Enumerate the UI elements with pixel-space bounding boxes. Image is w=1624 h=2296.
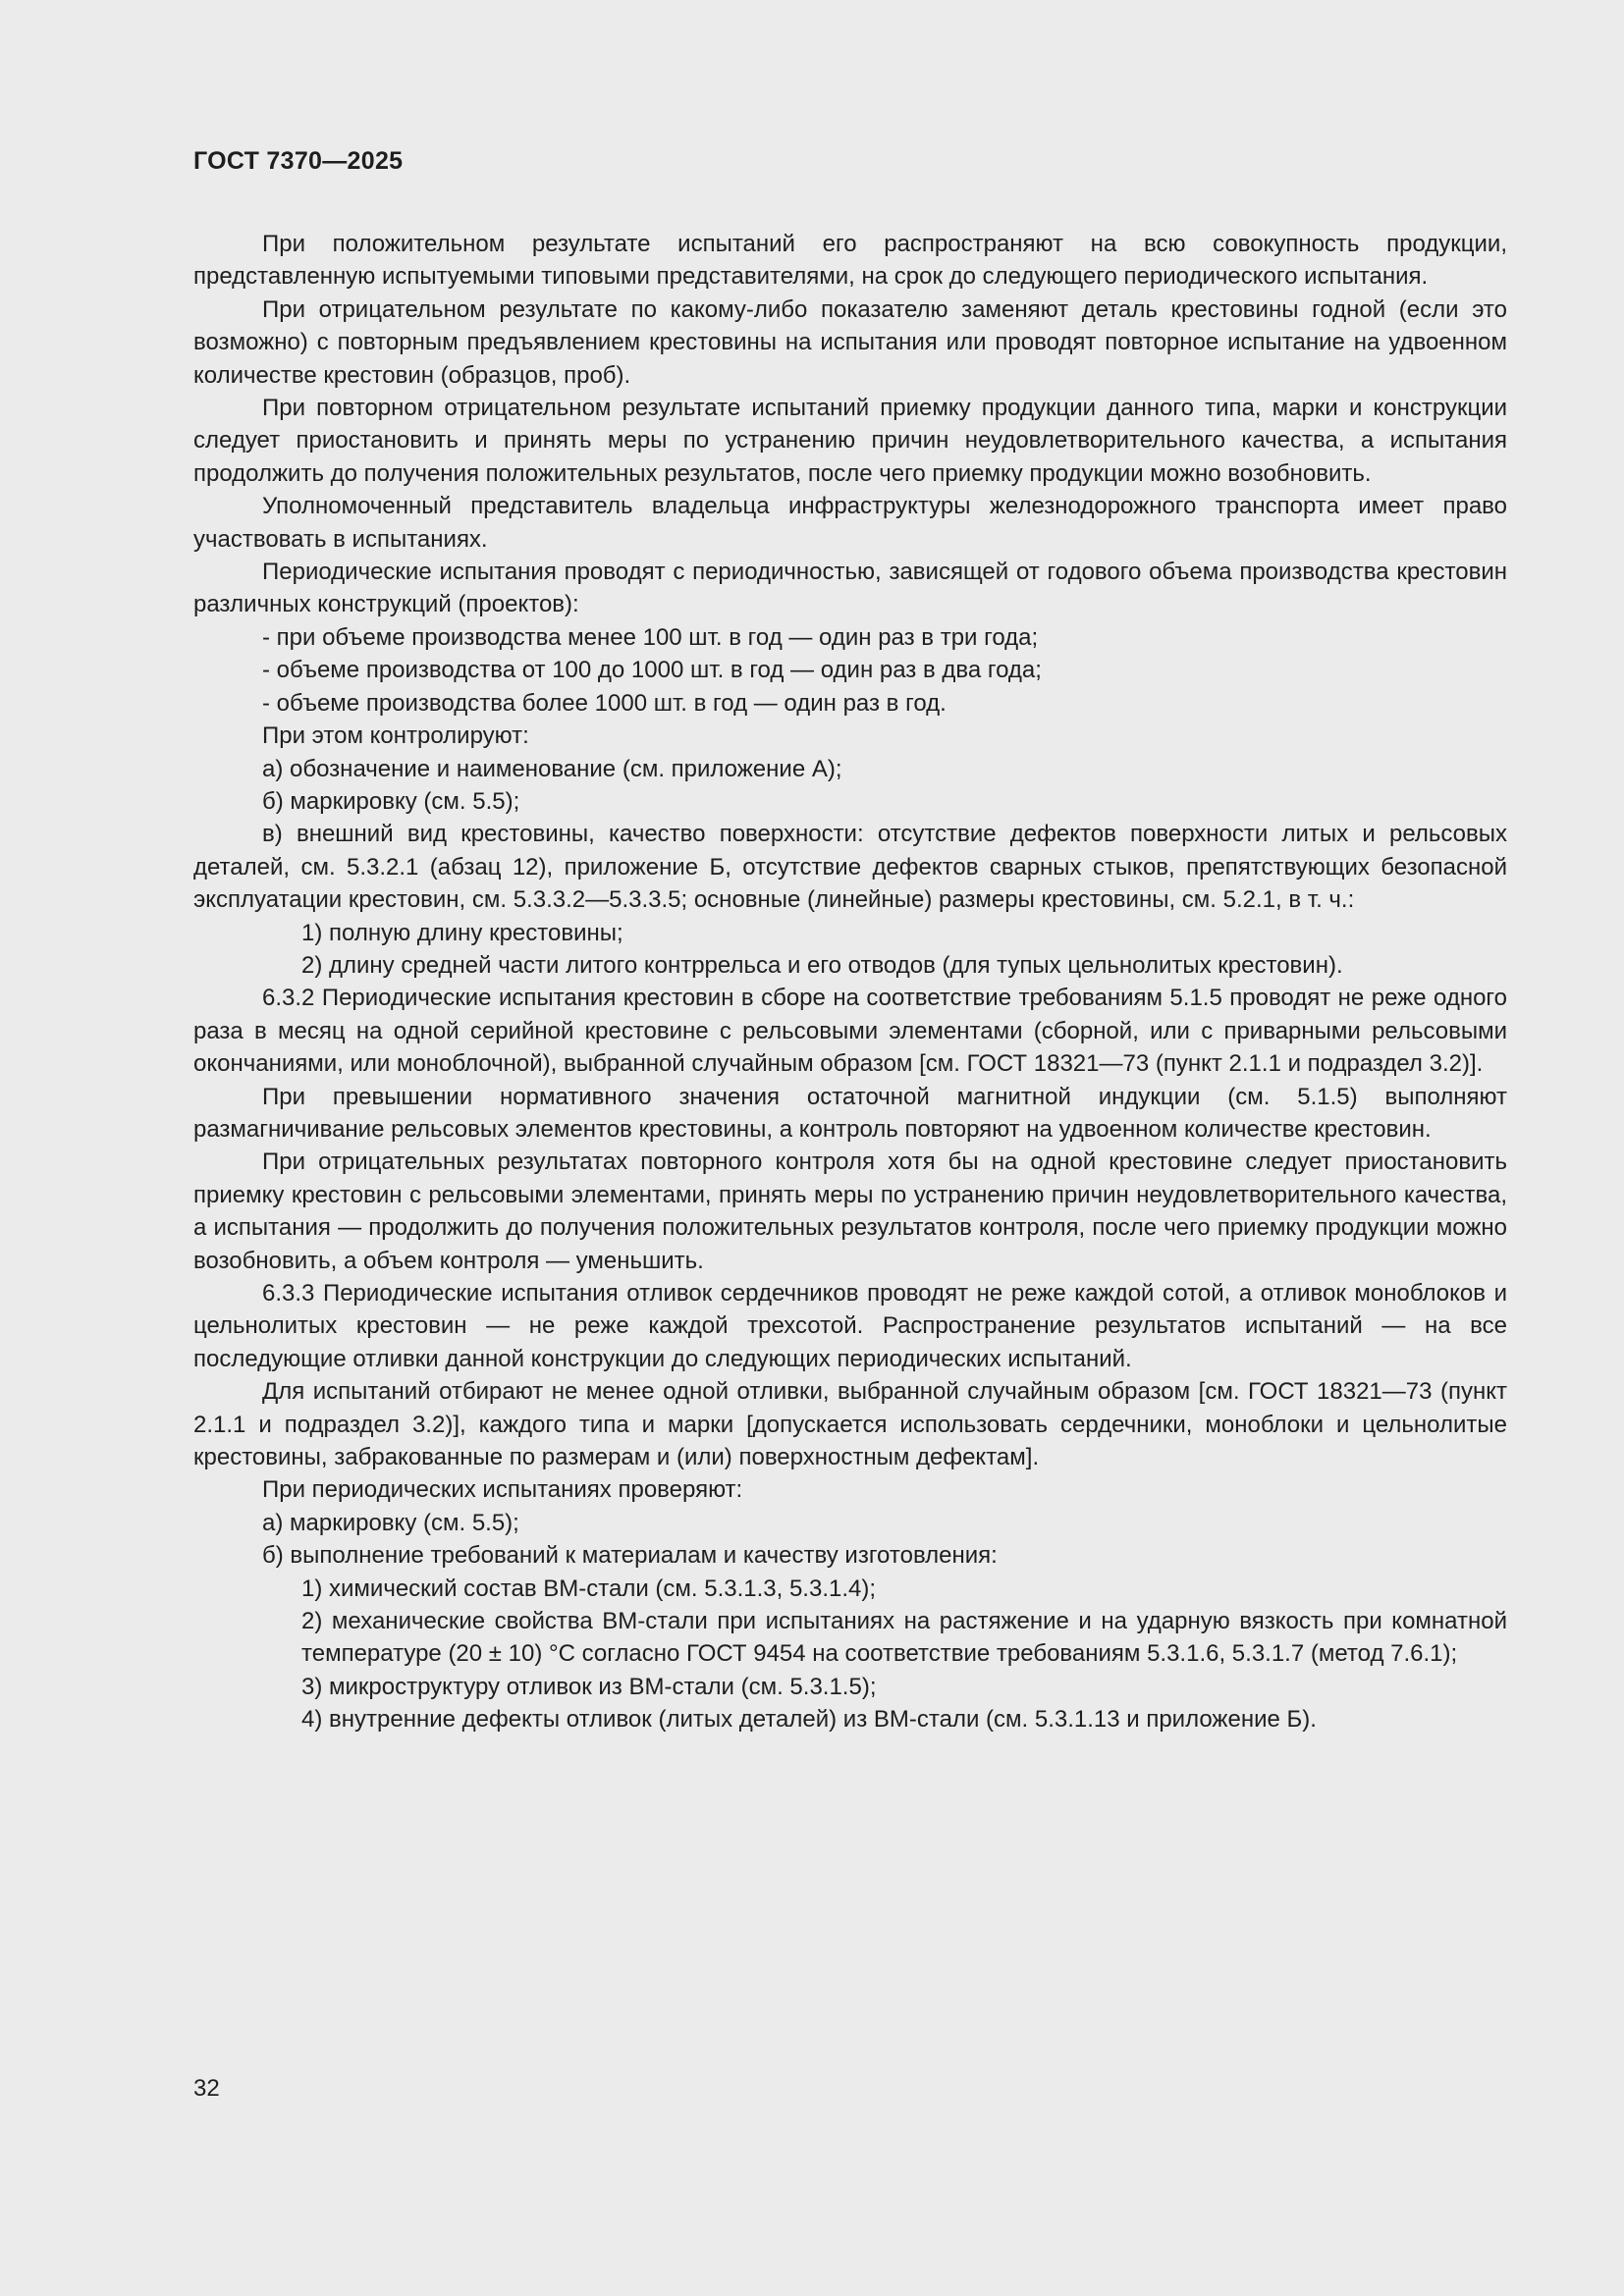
sub-list-item: 1) полную длину крестовины; [301, 919, 623, 946]
list-item: б) маркировку (см. 5.5); [262, 787, 520, 815]
clause-6-3-2: 6.3.2 Периодические испытания крестовин в сборе на соответствие требованиям 5.1.5 проводят не реже одного раза в месяц на одной серийной крестовине с рельсовыми элементами (сборной, или с приварными рельсовыми окончаниями, или моноблочной), выбранной случайным образом [см. ГОСТ 18321—73 (пункт 2.1.1 и подраздел 3.2)]. [193, 985, 1507, 1078]
dash-list-item: - объеме производства от 100 до 1000 шт. в год — один раз в два года; [262, 657, 1042, 684]
paragraph: Уполномоченный представитель владельца инфраструктуры железнодорожного транспорта имеет право участвовать в испытаниях. [193, 493, 1507, 553]
paragraph: При повторном отрицательном результате испытаний приемку продукции данного типа, марки и конструкции следует приостановить и принять меры по устранению причин неудовлетворительного качества, а испытания продолжить до получения положительных результатов, после чего приемку продукции можно возобновить. [193, 395, 1507, 487]
paragraph: При положительном результате испытаний его распространяют на всю совокупность продукции, представленную испытуемыми типовыми представителями, на срок до следующего периодического испытания. [193, 231, 1507, 291]
list-item: а) обозначение и наименование (см. приложение А); [262, 755, 842, 782]
paragraph: При превышении нормативного значения остаточной магнитной индукции (см. 5.1.5) выполняют размагничивание рельсовых элементов крестовины, а контроль повторяют на удвоенном количестве крестовин. [193, 1083, 1507, 1143]
paragraph: При отрицательном результате по какому-либо показателю заменяют деталь крестовины годной (если это возможно) с повторным предъявлением крестовины на испытания или проводят повторное испытание на удвоенном количестве крестовин (образцов, проб). [193, 295, 1507, 389]
page-number: 32 [193, 2075, 220, 2102]
document-header: ГОСТ 7370—2025 [193, 147, 404, 175]
document-body [193, 228, 1507, 1736]
paragraph: При отрицательных результатах повторного контроля хотя бы на одной крестовине следует приостановить приемку крестовин с рельсовыми элементами, принять меры по устранению причин неудовлетворительного качества, а испытания — продолжить до получения положительных результатов контроля, после чего приемку продукции можно возобновить, а объем контроля — уменьшить. [193, 1148, 1507, 1274]
sub-list-item: 3) микроструктуру отливок из ВМ-стали (см. 5.3.1.5); [301, 1673, 877, 1700]
paragraph: При периодических испытаниях проверяют: [262, 1476, 743, 1504]
sub-list-item: 2) длину средней части литого контррельса и его отводов (для тупых цельнолитых крестовин). [301, 951, 1343, 979]
sub-list-item: 4) внутренние дефекты отливок (литых деталей) из ВМ-стали (см. 5.3.1.13 и приложение Б). [301, 1706, 1317, 1734]
paragraph: Для испытаний отбирают не менее одной отливки, выбранной случайным образом [см. ГОСТ 18321—73 (пункт 2.1.1 и подраздел 3.2)], каждого типа и марки [допускается использовать сердечники, моноблоки и цельнолитые крестовины, забракованные по размерам и (или) поверхностным дефектам]. [193, 1378, 1507, 1471]
list-item: в) внешний вид крестовины, качество поверхности: отсутствие дефектов поверхности литых и рельсовых деталей, см. 5.3.2.1 (абзац 12), приложение Б, отсутствие дефектов сварных стыков, препятствующих безопасной эксплуатации крестовин, см. 5.3.3.2—5.3.3.5; основные (линейные) размеры крестовины, см. 5.2.1, в т. ч.: [193, 821, 1507, 914]
sub-list-item: 2) механические свойства ВМ-стали при испытаниях на растяжение и на ударную вязкость при комнатной температуре (20 ± 10) °С согласно ГОСТ 9454 на соответствие требованиям 5.3.1.6, 5.3.1.7 (метод 7.6.1); [301, 1608, 1507, 1668]
list-item: а) маркировку (см. 5.5); [262, 1509, 519, 1536]
paragraph: При этом контролируют: [262, 722, 529, 750]
list-item: б) выполнение требований к материалам и качеству изготовления: [262, 1542, 998, 1570]
paragraph: Периодические испытания проводят с периодичностью, зависящей от годового объема производства крестовин различных конструкций (проектов): [193, 559, 1507, 618]
dash-list-item: - при объеме производства менее 100 шт. в год — один раз в три года; [262, 623, 1039, 651]
sub-list-item: 1) химический состав ВМ-стали (см. 5.3.1.3, 5.3.1.4); [301, 1575, 877, 1602]
dash-list-item: - объеме производства более 1000 шт. в год — один раз в год. [262, 689, 947, 717]
clause-6-3-3: 6.3.3 Периодические испытания отливок сердечников проводят не реже каждой сотой, а отливок моноблоков и цельнолитых крестовин — не реже каждой трехсотой. Распространение результатов испытаний — на все последующие отливки данной конструкции до следующих периодических испытаний. [193, 1280, 1507, 1372]
